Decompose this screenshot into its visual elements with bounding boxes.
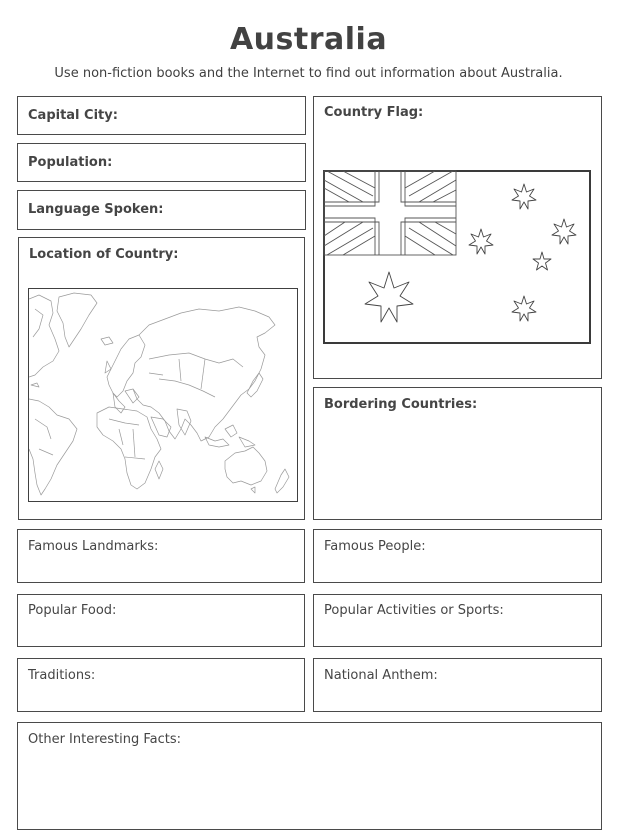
traditions-box[interactable] bbox=[17, 658, 305, 712]
famous-landmarks-label: Famous Landmarks: bbox=[28, 539, 159, 554]
country-flag-box[interactable] bbox=[313, 96, 602, 379]
location-of-country-label: Location of Country: bbox=[29, 247, 179, 262]
popular-food-label: Popular Food: bbox=[28, 603, 117, 618]
national-anthem-label: National Anthem: bbox=[324, 668, 438, 683]
famous-people-box[interactable] bbox=[313, 529, 602, 583]
country-flag-label: Country Flag: bbox=[324, 105, 424, 120]
popular-food-box[interactable] bbox=[17, 594, 305, 647]
capital-city-box[interactable] bbox=[17, 96, 306, 135]
language-spoken-label: Language Spoken: bbox=[28, 202, 164, 217]
population-label: Population: bbox=[28, 155, 113, 170]
location-of-country-box[interactable] bbox=[18, 237, 305, 520]
famous-people-label: Famous People: bbox=[324, 539, 426, 554]
world-map bbox=[28, 288, 298, 502]
flag-icon bbox=[323, 170, 591, 345]
australian-flag bbox=[323, 170, 591, 345]
popular-activities-label: Popular Activities or Sports: bbox=[324, 603, 504, 618]
capital-city-label: Capital City: bbox=[28, 108, 118, 123]
famous-landmarks-box[interactable] bbox=[17, 529, 305, 583]
other-facts-box[interactable] bbox=[17, 722, 602, 830]
bordering-countries-box[interactable] bbox=[313, 387, 602, 520]
popular-activities-box[interactable] bbox=[313, 594, 602, 647]
language-spoken-box[interactable] bbox=[17, 190, 306, 230]
page-subtitle: Use non-fiction books and the Internet to find out information about Australia. bbox=[54, 66, 563, 81]
page-title: Australia bbox=[229, 22, 388, 57]
world-map-icon bbox=[29, 289, 297, 501]
population-box[interactable] bbox=[17, 143, 306, 182]
other-facts-label: Other Interesting Facts: bbox=[28, 732, 182, 747]
national-anthem-box[interactable] bbox=[313, 658, 602, 712]
bordering-countries-label: Bordering Countries: bbox=[324, 397, 478, 412]
traditions-label: Traditions: bbox=[28, 668, 96, 683]
